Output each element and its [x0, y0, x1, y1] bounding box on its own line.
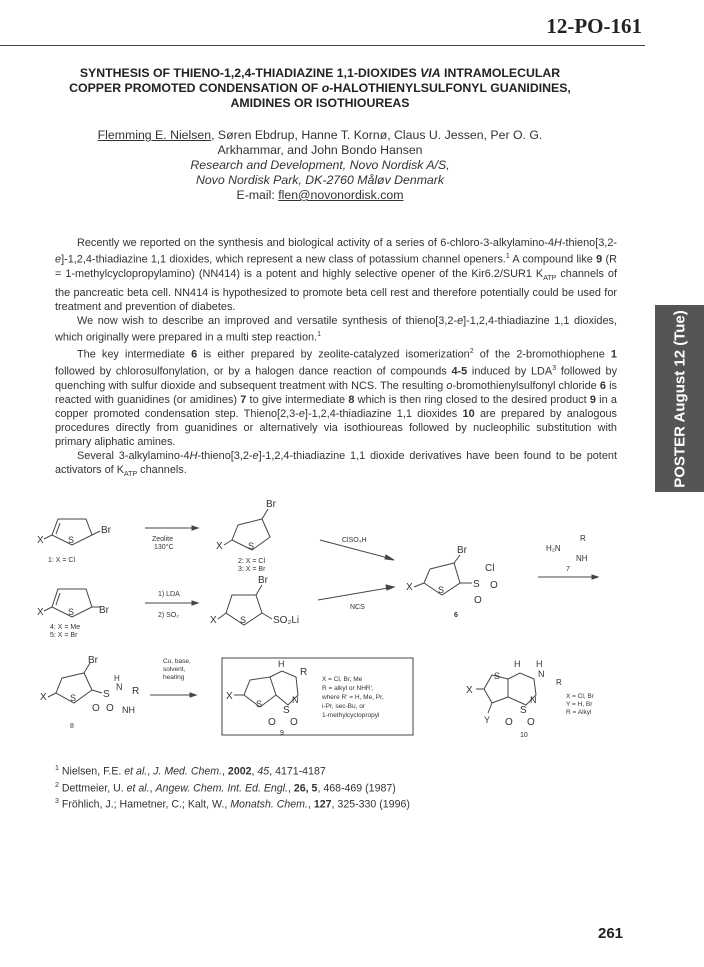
svg-text:10: 10: [520, 732, 528, 739]
svg-text:S: S: [103, 689, 110, 700]
svg-text:S: S: [520, 705, 527, 716]
svg-text:S: S: [438, 585, 445, 595]
text-segment: 1: [610, 348, 617, 361]
svg-text:N: N: [116, 682, 123, 692]
svg-text:9: 9: [280, 730, 284, 737]
text-segment: 7: [240, 393, 247, 406]
text-segment: is reacted with guanidines (or amidines): [55, 379, 618, 406]
presenting-author: Flemming E. Nielsen: [97, 128, 212, 142]
text-segment: followed by chlorosulfonylation, or by a halogen dance reaction of compounds: [55, 365, 452, 378]
text-segment: in a copper promoted condensation step. Thieno[2,3-: [55, 393, 617, 420]
text-segment: channels.: [137, 464, 187, 477]
title-text: AMIDINES OR ISOTHIOUREAS: [230, 96, 410, 110]
svg-text:O: O: [290, 717, 298, 728]
text-segment: 1: [505, 253, 510, 261]
svg-text:5: X = Br: 5: X = Br: [50, 632, 78, 639]
arrow-ncs: [318, 585, 394, 611]
svg-text:X: X: [37, 607, 44, 618]
paragraph: [55, 236, 617, 314]
text-segment: A compound like: [509, 253, 597, 266]
title-text: o: [321, 81, 330, 95]
text-segment: et al.: [126, 782, 150, 795]
svg-text:O: O: [490, 580, 498, 591]
text-segment: et al.: [124, 765, 148, 778]
text-segment: ATP: [124, 471, 138, 479]
page-number: 261: [598, 925, 624, 942]
text-segment: J. Med. Chem.: [153, 765, 223, 778]
svg-text:N: N: [292, 695, 299, 705]
text-segment: , 4171-4187: [269, 765, 326, 778]
svg-text:8: 8: [70, 723, 74, 730]
svg-text:4: X = Me: 4: X = Me: [50, 624, 81, 631]
text-segment: e: [457, 315, 464, 328]
svg-text:NH: NH: [122, 705, 135, 715]
authors-block: [20, 128, 620, 203]
svg-text:O: O: [474, 595, 482, 606]
svg-text:1-methylcyclopropyl: 1-methylcyclopropyl: [322, 712, 380, 719]
reference-item: [55, 779, 410, 796]
svg-text:130°C: 130°C: [154, 544, 174, 551]
svg-text:N: N: [538, 669, 545, 679]
text-segment: The key intermediate: [77, 348, 192, 361]
text-segment: ]-1,2,4-thiadiazine 1,1 dioxides, which represent a new class of potassium channel openers.: [61, 253, 506, 266]
text-segment: which is then ring closed to the desired product: [354, 393, 590, 406]
reference-item: [55, 795, 410, 812]
svg-text:X: X: [210, 615, 217, 626]
compound-10: [466, 659, 595, 739]
svg-text:S: S: [240, 615, 247, 625]
text-segment: 4-5: [451, 365, 468, 378]
text-segment: 1: [317, 331, 322, 339]
reference-number: 1: [55, 765, 59, 772]
text-segment: 10: [462, 407, 475, 420]
svg-text:H: H: [278, 659, 285, 669]
svg-text:X: X: [406, 582, 413, 593]
svg-text:S: S: [68, 607, 75, 617]
arrow-zeolite: [145, 526, 198, 551]
svg-text:where R' = H, Me, Pr,: where R' = H, Me, Pr,: [322, 694, 384, 701]
affiliation: Novo Nordisk Park, DK-2760 Måløv Denmark: [195, 173, 445, 187]
text-segment: -bromothienylsulfonyl chloride: [452, 379, 600, 392]
svg-text:X: X: [466, 685, 473, 696]
svg-text:H: H: [514, 659, 521, 669]
svg-text:2: X = Cl: 2: X = Cl: [238, 558, 266, 565]
svg-text:S: S: [70, 693, 77, 703]
text-segment: ,: [222, 765, 228, 778]
reaction-scheme: [0, 495, 704, 745]
compound-4-5: [37, 589, 110, 639]
reagent-7: [538, 534, 598, 579]
text-segment: Monatsh. Chem.: [230, 798, 308, 811]
text-segment: 6: [191, 348, 198, 361]
svg-text:NCS: NCS: [350, 604, 365, 611]
svg-text:Br: Br: [266, 499, 276, 510]
text-segment: Several 3-alkylamino-4: [77, 449, 190, 462]
svg-text:6: 6: [454, 612, 458, 619]
text-segment: channels of the pancreatic beta cell. NN414 is hypothesized to promote beta cell rest and therefore potentially could be used for treatment and prevention of diabetes.: [55, 267, 617, 314]
text-segment: 2: [469, 348, 474, 356]
text-segment: are prepared by analogous procedures directly from guanidines or alternatively via isothioureas followed by nucleophilic substitution with primary aliphatic amines.: [55, 407, 618, 448]
text-segment: We now wish to describe an improved and versatile synthesis of thieno[3,2-: [77, 315, 458, 328]
svg-text:X: X: [40, 692, 47, 703]
text-segment: ,: [147, 765, 154, 778]
svg-text:Y: Y: [484, 715, 491, 725]
svg-text:H: H: [536, 659, 543, 669]
svg-text:Br: Br: [457, 545, 467, 556]
svg-text:O: O: [268, 717, 276, 728]
text-segment: e: [55, 253, 62, 266]
poster-code: 12-PO-161: [546, 14, 642, 38]
svg-text:O: O: [505, 717, 513, 728]
title-text: -HALOTHIENYLSULFONYL GUANIDINES,: [329, 81, 571, 95]
poster-session-label: POSTER August 12 (Tue): [671, 309, 688, 488]
text-segment: 45: [257, 765, 270, 778]
text-segment: ]-1,2,4-thiadiazine 1,1 dioxide derivatives have been found to be potent activators of K: [55, 449, 617, 477]
text-segment: 2002: [227, 765, 252, 778]
compound-6: [406, 545, 498, 619]
svg-text:X: X: [37, 535, 44, 546]
reference-item: [55, 762, 410, 779]
compound-1: [37, 519, 112, 564]
svg-text:1) LDA: 1) LDA: [158, 591, 180, 598]
text-segment: e: [298, 407, 305, 420]
text-segment: followed by quenching with sulfur dioxide and subsequent treatment with NCS. The resulting: [55, 365, 618, 392]
title-text: COPPER PROMOTED CONDENSATION OF: [69, 81, 322, 95]
text-segment: 6: [599, 379, 606, 392]
references: [55, 762, 410, 812]
svg-text:R: R: [556, 678, 562, 687]
arrow-cu: [150, 658, 196, 697]
svg-text:R = alkyl or NHR',: R = alkyl or NHR',: [322, 685, 374, 692]
text-segment: H: [554, 237, 562, 249]
header-rule: [0, 45, 645, 46]
text-segment: ,: [149, 782, 156, 795]
svg-text:R: R: [580, 534, 586, 543]
title-text: SYNTHESIS OF THIENO-1,2,4-THIADIAZINE 1,1-DIOXIDES: [79, 66, 421, 80]
text-segment: ]-1,2,4-thiadiazine 1,1 dioxides, which originally were prepared in a multi step reaction.: [55, 315, 617, 344]
svg-text:O: O: [106, 703, 114, 714]
text-segment: -thieno[3,2-: [197, 449, 253, 462]
svg-text:NH: NH: [576, 554, 588, 563]
text-segment: , 325-330 (1996): [331, 798, 410, 811]
email-label: E-mail:: [236, 188, 279, 202]
text-segment: ]-1,2,4-thiadiazine 1,1 dioxides: [304, 407, 463, 420]
svg-text:Y = H, Br: Y = H, Br: [566, 701, 593, 708]
poster-session-tab: [655, 305, 704, 492]
paragraph: [55, 449, 617, 482]
text-segment: Nielsen, F.E.: [61, 765, 125, 778]
text-segment: 8: [348, 393, 355, 406]
text-segment: Angew. Chem. Int. Ed. Engl.: [155, 782, 288, 795]
svg-text:Cl: Cl: [485, 563, 495, 574]
text-segment: 9: [596, 253, 603, 266]
svg-text:S: S: [256, 699, 263, 709]
text-segment: Dettmeier, U.: [61, 782, 127, 795]
compound-label: 1: X = Cl: [48, 557, 76, 564]
text-segment: Fröhlich, J.; Hametner, C.; Kalt, W.,: [61, 798, 231, 811]
text-segment: 26, 5: [293, 782, 318, 795]
compound-9: [226, 659, 384, 737]
text-segment: 9: [589, 393, 596, 406]
svg-text:H: H: [114, 674, 120, 683]
svg-text:2) SO₂: 2) SO₂: [158, 612, 179, 619]
text-segment: ,: [307, 798, 314, 811]
paper-title: [20, 66, 620, 111]
svg-text:X = Cl, Br: X = Cl, Br: [566, 693, 594, 700]
svg-text:R: R: [132, 686, 140, 697]
text-segment: Recently we reported on the synthesis and biological activity of a series of 6-chloro-3-alkylamino-4: [77, 237, 555, 249]
svg-text:S: S: [283, 705, 290, 716]
text-segment: ATP: [543, 274, 557, 282]
arrow-clso3h: [320, 537, 394, 560]
text-segment: e: [252, 449, 259, 462]
compound-8: [40, 655, 139, 730]
author-list: , Søren Ebdrup, Hanne T. Kornø, Claus U. Jessen, Per O. G.: [211, 128, 543, 142]
svg-text:S: S: [473, 579, 480, 590]
svg-text:S: S: [494, 671, 501, 681]
svg-text:S: S: [68, 535, 75, 545]
svg-text:O: O: [92, 703, 100, 714]
text-segment: ,: [287, 782, 294, 795]
svg-text:solvent,: solvent,: [163, 666, 186, 673]
text-segment: H: [189, 449, 198, 462]
svg-text:O: O: [527, 717, 535, 728]
text-segment: 3: [552, 364, 557, 372]
svg-text:X: X: [226, 691, 233, 702]
svg-text:Br: Br: [99, 605, 109, 616]
svg-text:heating: heating: [163, 674, 185, 681]
reference-number: 2: [55, 781, 59, 789]
svg-text:H₂N: H₂N: [546, 544, 561, 553]
svg-text:Br: Br: [88, 655, 98, 666]
text-segment: -thieno[3,2-: [561, 237, 617, 249]
text-segment: , 468-469 (1987): [317, 782, 396, 795]
email-link[interactable]: flen@novonordisk.com: [278, 188, 404, 202]
svg-text:N: N: [530, 695, 537, 705]
svg-text:7: 7: [566, 566, 570, 573]
reference-number: 3: [55, 798, 59, 806]
svg-text:Br: Br: [101, 525, 111, 536]
svg-text:ClSO₃H: ClSO₃H: [342, 537, 367, 544]
text-segment: of the 2-bromothiophene: [473, 348, 611, 361]
svg-text:Br: Br: [258, 575, 268, 586]
svg-text:i-Pr, sec-Bu, or: i-Pr, sec-Bu, or: [322, 703, 365, 710]
abstract-body: [55, 236, 617, 482]
svg-text:X: X: [216, 541, 223, 552]
compound-so2li: [210, 575, 299, 626]
arrow-lda: [145, 591, 198, 619]
svg-text:R: R: [300, 667, 308, 678]
title-text: VIA: [420, 66, 441, 80]
product-9-box: [222, 658, 413, 735]
text-segment: is either prepared by zeolite-catalyzed isomerization: [197, 348, 470, 361]
svg-text:X = Cl, Br, Me: X = Cl, Br, Me: [322, 676, 363, 683]
svg-text:S: S: [248, 541, 255, 551]
author-list: Arkhammar, and John Bondo Hansen: [217, 143, 423, 157]
text-segment: o: [446, 379, 453, 392]
svg-text:Zeolite: Zeolite: [152, 536, 174, 543]
title-text: INTRAMOLECULAR: [440, 66, 561, 80]
affiliation: Research and Development, Novo Nordisk A/S,: [190, 158, 450, 172]
text-segment: to give intermediate: [246, 393, 349, 406]
text-segment: 127: [313, 798, 332, 811]
paragraph: [55, 314, 617, 345]
svg-text:Cu, base,: Cu, base,: [163, 658, 191, 665]
paragraph: [55, 345, 617, 449]
text-segment: induced by LDA: [467, 365, 553, 378]
text-segment: ,: [251, 765, 258, 778]
svg-text:3: X = Br: 3: X = Br: [238, 566, 266, 573]
compound-2-3: [216, 499, 277, 573]
svg-text:R = Alkyl: R = Alkyl: [566, 709, 592, 716]
text-segment: (R = 1-methylcyclopropylamino) (NN414) is a potent and highly selective opener of the Kir6.2/SUR1 K: [55, 253, 617, 280]
svg-text:SO₂Li: SO₂Li: [273, 615, 300, 626]
